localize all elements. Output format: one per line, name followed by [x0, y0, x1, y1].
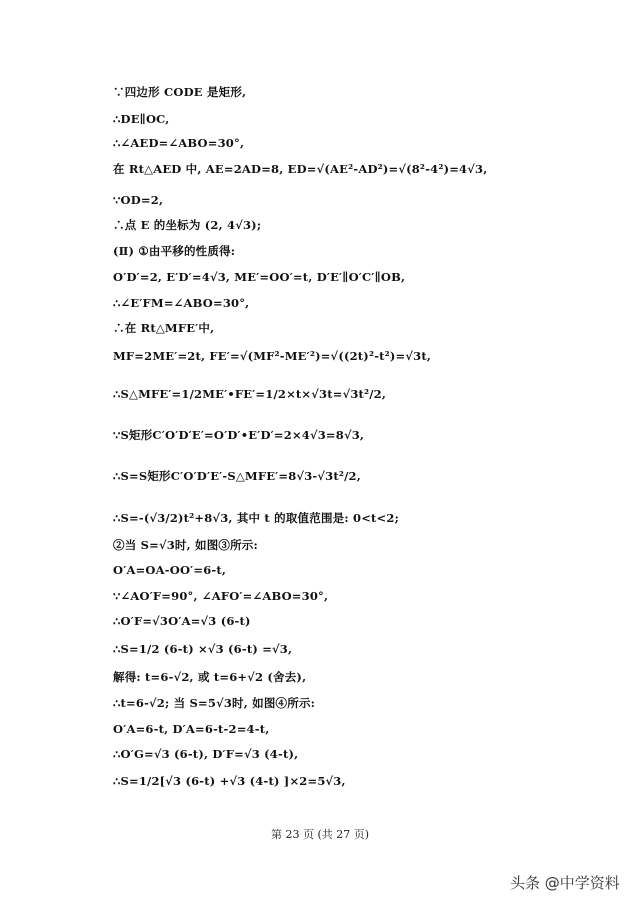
- text-line: ∴O′F=√3O′A=√3 (6-t): [113, 614, 251, 628]
- text-line: ∴S=1/2[√3 (6-t) +√3 (4-t) ]×2=5√3,: [113, 774, 346, 788]
- text-line: ∴O′G=√3 (6-t), D′F=√3 (4-t),: [113, 747, 299, 761]
- text-line: ∴∠AED=∠ABO=30°,: [113, 136, 245, 150]
- text-line: ∴点 E 的坐标为 (2, 4√3);: [113, 218, 262, 232]
- text-line: ∴S=1/2 (6-t) ×√3 (6-t) =√3,: [113, 642, 293, 656]
- text-line: ∴S=S矩形C′O′D′E′-S△MFE′=8√3-√3t²/2,: [113, 469, 361, 483]
- text-line: ∵∠AO′F=90°, ∠AFO′=∠ABO=30°,: [113, 589, 329, 603]
- text-line: O′A=OA-OO′=6-t,: [113, 563, 227, 577]
- text-line: ∵S矩形C′O′D′E′=O′D′•E′D′=2×4√3=8√3,: [113, 428, 365, 442]
- text-line: (Ⅱ) ①由平移的性质得:: [113, 244, 236, 258]
- text-line: ②当 S=√3时, 如图③所示:: [113, 538, 258, 552]
- text-line: MF=2ME′=2t, FE′=√(MF²-ME′²)=√((2t)²-t²)=√3t,: [113, 349, 432, 363]
- watermark: 头条 @中学资料: [510, 874, 620, 892]
- text-line: ∴DE∥OC,: [113, 112, 170, 126]
- text-line: ∴S△MFE′=1/2ME′•FE′=1/2×t×√3t=√3t²/2,: [113, 387, 387, 401]
- text-line: ∵OD=2,: [113, 193, 164, 207]
- page-footer: 第 23 页 (共 27 页): [270, 828, 370, 841]
- text-line: 解得: t=6-√2, 或 t=6+√2 (舍去),: [113, 670, 307, 684]
- text-line: O′A=6-t, D′A=6-t-2=4-t,: [113, 722, 270, 736]
- text-line: O′D′=2, E′D′=4√3, ME′=OO′=t, D′E′∥O′C′∥OB,: [113, 270, 406, 284]
- text-line: ∴在 Rt△MFE′中,: [113, 321, 215, 335]
- text-line: ∴S=-(√3/2)t²+8√3, 其中 t 的取值范围是: 0<t<2;: [113, 511, 400, 525]
- text-line: ∴t=6-√2; 当 S=5√3时, 如图④所示:: [113, 696, 316, 710]
- text-line: ∴∠E′FM=∠ABO=30°,: [113, 296, 250, 310]
- text-line: 在 Rt△AED 中, AE=2AD=8, ED=√(AE²-AD²)=√(8²-4²)=4√3,: [113, 162, 488, 176]
- text-line: ∵四边形 CODE 是矩形,: [113, 85, 247, 99]
